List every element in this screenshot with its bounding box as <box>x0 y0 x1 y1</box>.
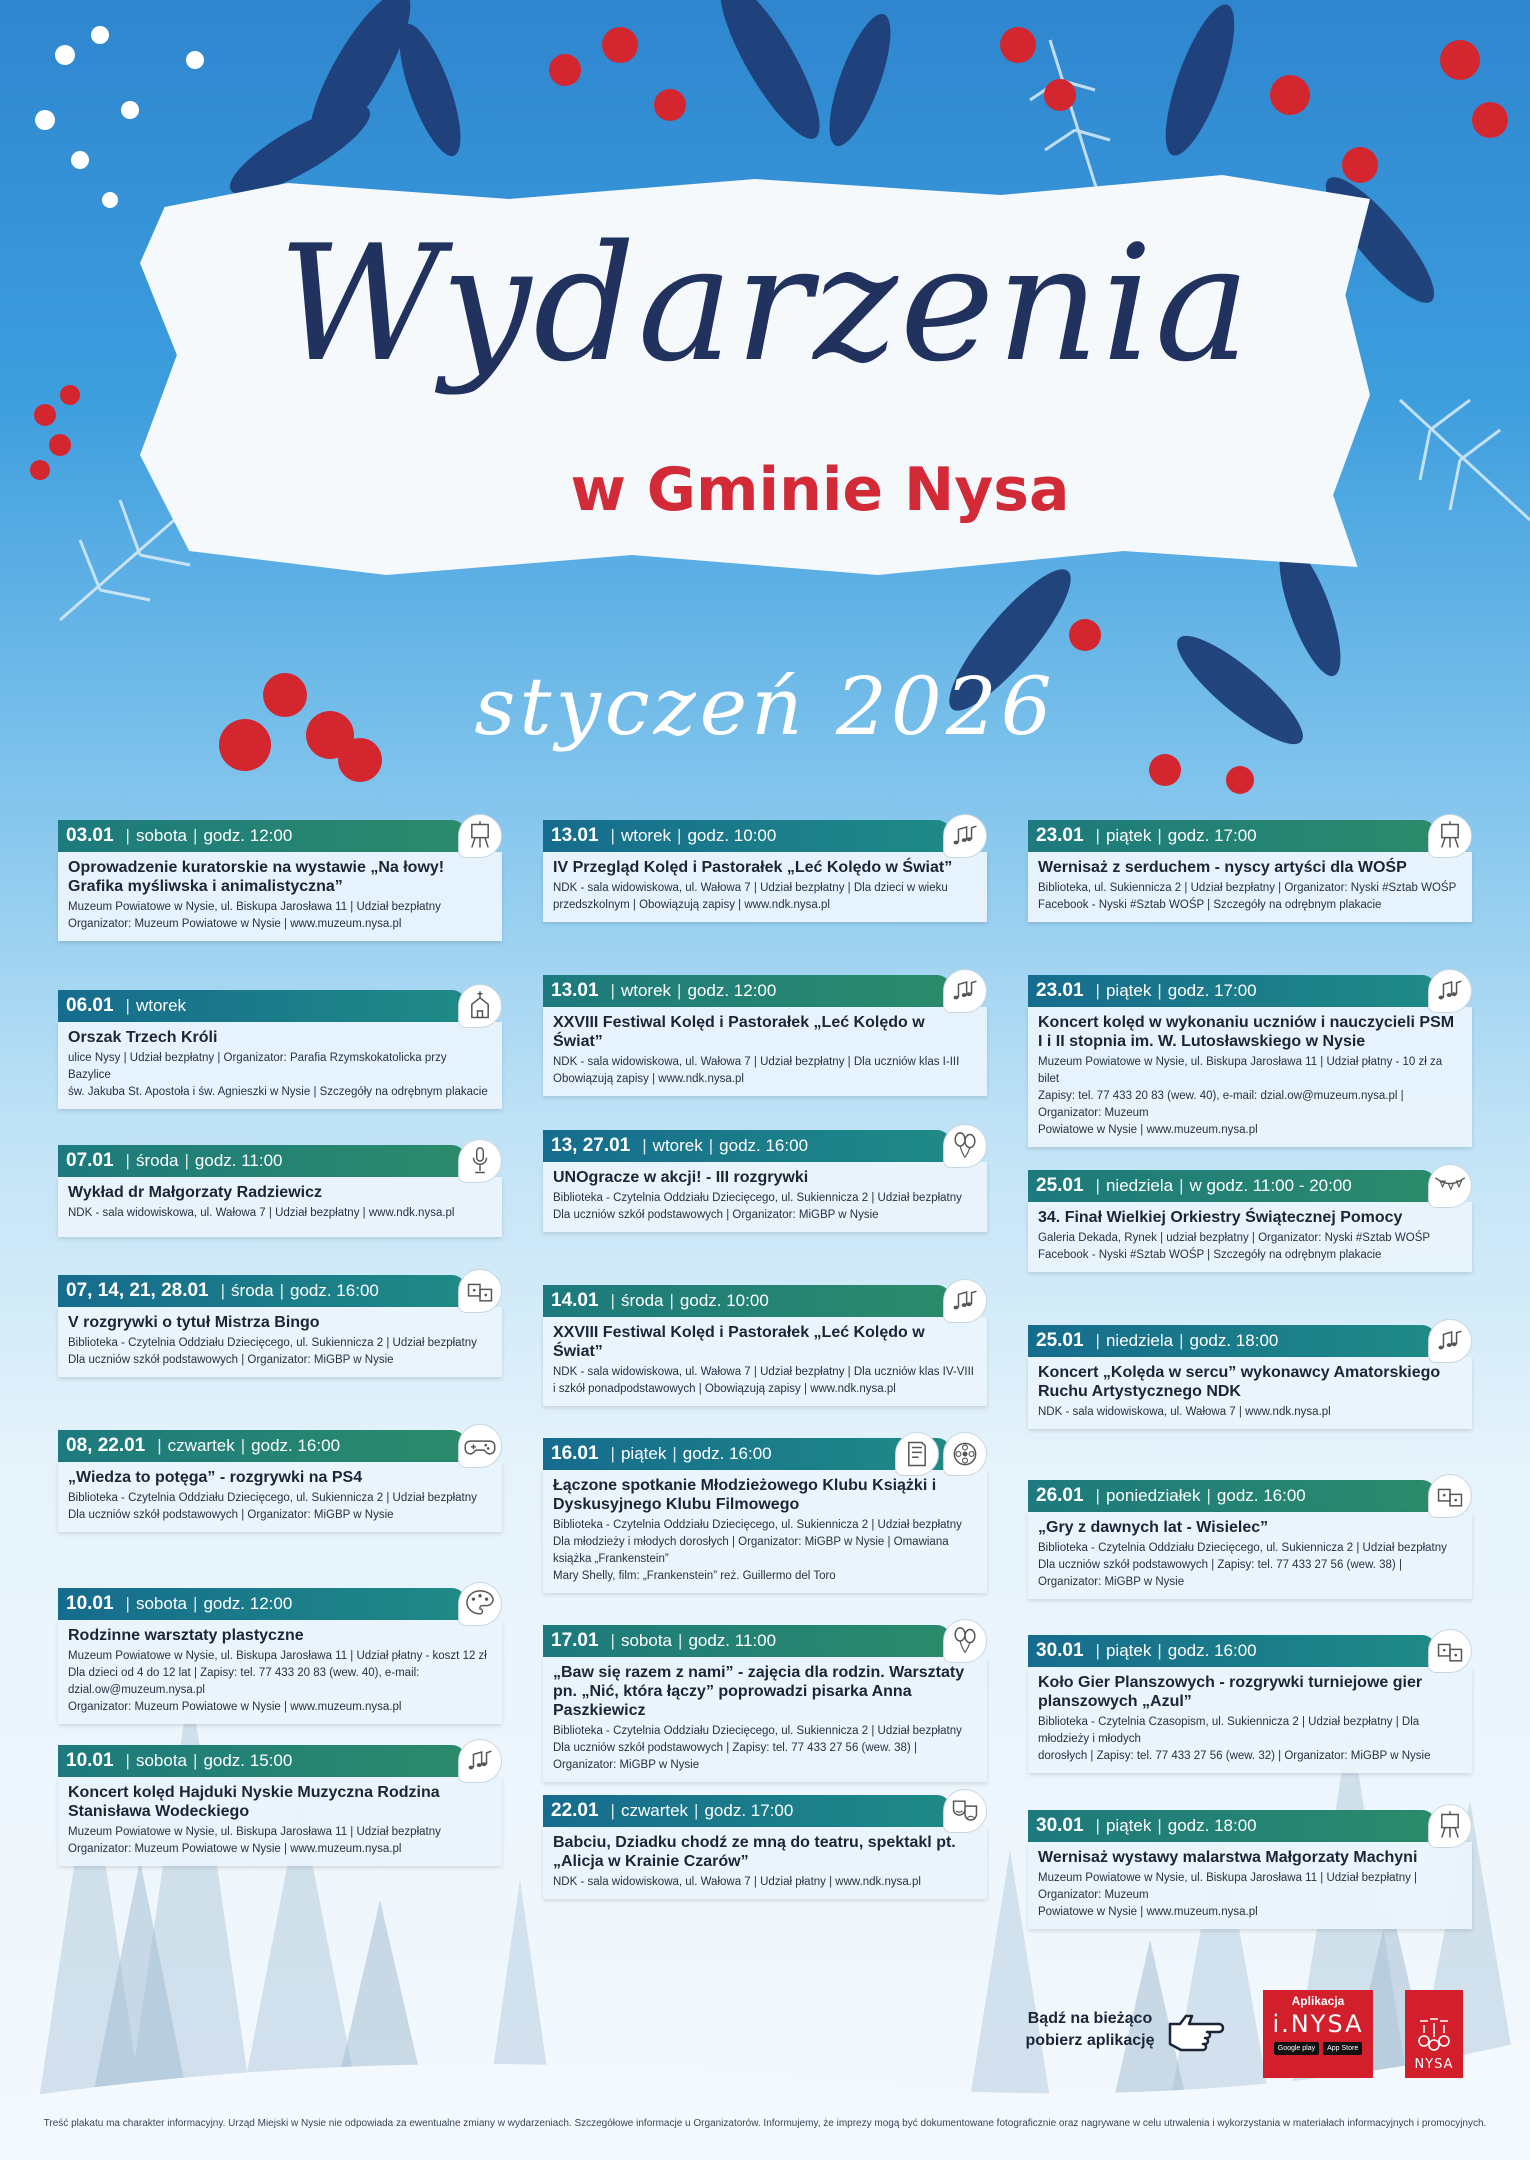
event-detail-line: Biblioteka, ul. Sukiennicza 2 | Udział bezpłatny | Organizator: Nyski #Sztab WOŚP <box>1038 882 1457 894</box>
event-detail-line: Dla dzieci od 4 do 12 lat | Zapisy: tel. 77 433 20 83 (wew. 40), e-mail: dzial.ow@muzeum.nysa.pl <box>68 1667 420 1696</box>
event-detail-line: Biblioteka - Czytelnia Oddziału Dziecięcego, ul. Sukiennicza 2 | Udział bezpłatny <box>68 1337 477 1349</box>
event-header <box>1028 1635 1436 1667</box>
event-title: „Baw się razem z nami” - zajęcia dla rodzin. Warsztaty pn. „Nić, która łączy” poprowadzi pisarka Anna Paszkiewicz <box>553 1664 965 1719</box>
event-body <box>543 1317 987 1406</box>
separator: | <box>125 826 130 845</box>
city-logo <box>1405 1990 1463 2078</box>
event-card <box>58 990 502 1109</box>
separator: | <box>677 981 682 1000</box>
event-body <box>58 1620 502 1724</box>
separator: | <box>610 1291 615 1310</box>
event-title: UNOgracze w akcji! - III rozgrywki <box>553 1169 809 1186</box>
event-date: 22.01 <box>551 1800 599 1821</box>
event-details <box>553 1364 977 1398</box>
balloons-icon <box>943 1619 987 1663</box>
event-details <box>1038 1714 1462 1765</box>
event-header <box>1028 820 1436 852</box>
event-detail-line: Dla uczniów szkół podstawowych | Organizator: MiGBP w Nysie <box>68 1354 394 1366</box>
event-title: Koncert kolęd Hajduki Nyskie Muzyczna Rodzina Stanisława Wodeckiego <box>68 1784 440 1820</box>
event-body <box>58 1462 502 1532</box>
app-store-badge[interactable]: App Store <box>1323 2042 1362 2055</box>
event-header <box>543 1285 951 1317</box>
dice-icon <box>1428 1629 1472 1673</box>
event-date: 16.01 <box>551 1443 599 1464</box>
event-body <box>543 1007 987 1096</box>
event-header <box>58 990 466 1022</box>
event-detail-line: NDK - sala widowiskowa, ul. Wałowa 7 | Udział bezpłatny | Dla uczniów klas IV-VIII <box>553 1366 974 1378</box>
event-body <box>1028 1842 1472 1929</box>
event-detail-line: Powiatowe w Nysie | www.muzeum.nysa.pl <box>1038 1906 1258 1918</box>
separator: | <box>610 1444 615 1463</box>
event-date: 10.01 <box>66 1750 114 1771</box>
separator: | <box>1157 826 1162 845</box>
event-details <box>68 1648 492 1716</box>
event-date: 13.01 <box>551 825 599 846</box>
event-time: godz. 10:00 <box>679 1291 769 1310</box>
separator: | <box>1095 981 1100 1000</box>
event-detail-line: Organizator: Muzeum Powiatowe w Nysie | www.muzeum.nysa.pl <box>68 1843 402 1855</box>
event-details <box>68 1824 492 1858</box>
event-details <box>553 1517 977 1585</box>
event-title: V rozgrywki o tytuł Mistrza Bingo <box>68 1314 320 1331</box>
event-detail-line: przedszkolnym | Obowiązują zapisy | www.ndk.nysa.pl <box>553 899 830 911</box>
event-detail-line: Galeria Dekada, Rynek | udział bezpłatny | Organizator: Nyski #Sztab WOŚP <box>1038 1232 1431 1244</box>
separator: | <box>1095 1176 1100 1195</box>
separator: | <box>610 1801 615 1820</box>
event-time: w godz. 11:00 - 20:00 <box>1189 1176 1352 1195</box>
app-download-badge[interactable] <box>1263 1990 1373 2078</box>
event-header <box>1028 1810 1436 1842</box>
event-time: godz. 16:00 <box>1167 1641 1257 1660</box>
event-card <box>543 1438 987 1593</box>
event-weekday: sobota <box>620 1631 673 1650</box>
separator: | <box>193 826 198 845</box>
event-details <box>1038 1230 1462 1264</box>
separator: | <box>610 826 615 845</box>
event-detail-line: Biblioteka - Czytelnia Oddziału Dziecięcego, ul. Sukiennicza 2 | Udział bezpłatny <box>553 1519 962 1531</box>
event-date: 13.01 <box>551 980 599 1001</box>
microphone-icon <box>458 1139 502 1183</box>
event-detail-line: dorosłych | Zapisy: tel. 77 433 27 56 (wew. 32) | Organizator: MiGBP w Nysie <box>1038 1750 1431 1762</box>
separator: | <box>1095 826 1100 845</box>
event-card <box>543 1285 987 1406</box>
event-body <box>58 1777 502 1866</box>
event-card <box>58 1430 502 1532</box>
event-detail-line: Dla uczniów szkół podstawowych | Zapisy: tel. 77 433 27 56 (wew. 38) | Organizator: MiGBP w Nysie <box>1038 1559 1402 1588</box>
event-title: 34. Finał Wielkiej Orkiestry Świątecznej Pomocy <box>1038 1209 1403 1226</box>
separator: | <box>193 1751 198 1770</box>
separator: | <box>642 1136 647 1155</box>
event-detail-line: Muzeum Powiatowe w Nysie, ul. Biskupa Jarosława 11 | Udział bezpłatny | Organizator: Muzeum <box>1038 1872 1418 1901</box>
event-date: 23.01 <box>1036 980 1084 1001</box>
separator: | <box>669 1291 674 1310</box>
event-header <box>1028 1480 1436 1512</box>
event-details <box>553 1190 977 1224</box>
event-header <box>543 1438 951 1470</box>
event-weekday: sobota <box>135 1751 188 1770</box>
event-detail-line: Biblioteka - Czytelnia Oddziału Dziecięcego, ul. Sukiennicza 2 | Udział bezpłatny <box>1038 1542 1447 1554</box>
event-title: Rodzinne warsztaty plastyczne <box>68 1627 304 1644</box>
garland-icon <box>1428 1164 1472 1208</box>
film-reel-icon <box>943 1432 987 1476</box>
separator: | <box>672 1444 677 1463</box>
event-time: godz. 16:00 <box>682 1444 772 1463</box>
event-details <box>68 1490 492 1524</box>
event-title: Koło Gier Planszowych - rozgrywki turniejowe gier planszowych „Azul” <box>1038 1674 1423 1710</box>
event-title: Babciu, Dziadku chodź ze mną do teatru, spektakl pt. „Alicja w Krainie Czarów” <box>553 1834 956 1870</box>
event-date: 30.01 <box>1036 1815 1084 1836</box>
event-title: Wernisaż z serduchem - nyscy artyści dla WOŚP <box>1038 859 1407 876</box>
event-weekday: niedziela <box>1105 1176 1174 1195</box>
event-body <box>543 1827 987 1899</box>
event-header <box>1028 1170 1436 1202</box>
event-card <box>1028 820 1472 922</box>
music-notes-icon <box>1428 969 1472 1013</box>
event-time: godz. 10:00 <box>687 826 777 845</box>
separator: | <box>220 1281 226 1300</box>
event-title: Łączone spotkanie Młodzieżowego Klubu Książki i Dyskusyjnego Klubu Filmowego <box>553 1477 937 1513</box>
event-weekday: piątek <box>620 1444 667 1463</box>
separator: | <box>279 1281 284 1300</box>
theatre-masks-icon <box>943 1789 987 1833</box>
poster-subtitle: w Gminie Nysa <box>570 455 1070 525</box>
event-card <box>1028 1480 1472 1599</box>
event-details <box>1038 1870 1462 1921</box>
event-card <box>58 820 502 941</box>
easel-icon <box>1428 814 1472 858</box>
event-details <box>553 1874 977 1891</box>
easel-icon <box>458 814 502 858</box>
event-date: 30.01 <box>1036 1640 1084 1661</box>
separator: | <box>125 1751 130 1770</box>
event-weekday: niedziela <box>1105 1331 1174 1350</box>
event-card <box>543 1625 987 1782</box>
event-weekday: wtorek <box>620 981 672 1000</box>
event-detail-line: NDK - sala widowiskowa, ul. Wałowa 7 | www.ndk.nysa.pl <box>1038 1406 1331 1418</box>
event-detail-line: Facebook - Nyski #Sztab WOŚP | Szczegóły na odrębnym plakacie <box>1038 899 1382 911</box>
event-detail-line: Biblioteka - Czytelnia Oddziału Dziecięcego, ul. Sukiennicza 2 | Udział bezpłatny <box>68 1492 477 1504</box>
music-notes-icon <box>943 1279 987 1323</box>
event-body <box>1028 1357 1472 1429</box>
event-card <box>58 1145 502 1237</box>
event-weekday: piątek <box>1105 826 1152 845</box>
event-time: godz. 15:00 <box>203 1751 293 1770</box>
separator: | <box>708 1136 714 1155</box>
separator: | <box>157 1436 162 1455</box>
app-badge-label: Aplikacja <box>1291 1994 1345 2008</box>
event-detail-line: Organizator: Muzeum Powiatowe w Nysie | www.muzeum.nysa.pl <box>68 1701 402 1713</box>
event-title: Wykład dr Małgorzaty Radziewicz <box>68 1184 322 1201</box>
city-logo-text: NYSA <box>1414 2057 1454 2072</box>
separator: | <box>1095 1641 1100 1660</box>
event-body <box>1028 1202 1472 1272</box>
music-notes-icon <box>1428 1319 1472 1363</box>
event-weekday: wtorek <box>135 996 187 1015</box>
event-detail-line: ulice Nysy | Udział bezpłatny | Organizator: Parafia Rzymskokatolicka przy Bazylice <box>68 1052 447 1081</box>
event-time: godz. 16:00 <box>1216 1486 1306 1505</box>
separator: | <box>125 996 130 1015</box>
event-header <box>543 1625 951 1657</box>
event-header <box>58 1145 466 1177</box>
event-time: godz. 17:00 <box>1167 826 1257 845</box>
event-weekday: sobota <box>135 1594 188 1613</box>
event-details <box>553 880 977 914</box>
event-header <box>543 975 951 1007</box>
separator: | <box>678 1631 683 1650</box>
event-date: 13, 27.01 <box>551 1135 631 1156</box>
event-weekday: piątek <box>1105 981 1152 1000</box>
event-weekday: wtorek <box>620 826 672 845</box>
event-detail-line: i szkół ponadpodstawowych | Obowiązują zapisy | www.ndk.nysa.pl <box>553 1383 896 1395</box>
separator: | <box>1157 1816 1162 1835</box>
separator: | <box>193 1594 198 1613</box>
event-body <box>58 852 502 941</box>
music-notes-icon <box>458 1739 502 1783</box>
event-body <box>58 1022 502 1109</box>
event-date: 10.01 <box>66 1593 114 1614</box>
event-detail-line: Zapisy: tel. 77 433 20 83 (wew. 40), e-mail: dzial.ow@muzeum.nysa.pl | Organizator: Muzeum <box>1038 1090 1404 1119</box>
event-details <box>68 1335 492 1369</box>
event-detail-line: Dla młodzieży i młodych dorosłych | Organizator: MiGBP w Nysie | Omawiana książka „Frankenstein” <box>553 1536 949 1565</box>
dice-icon <box>1428 1474 1472 1518</box>
event-details <box>1038 1404 1462 1421</box>
event-date: 08, 22.01 <box>66 1435 146 1456</box>
event-details <box>68 1050 492 1101</box>
event-weekday: środa <box>231 1281 274 1300</box>
event-header <box>58 1745 466 1777</box>
event-detail-line: Biblioteka - Czytelnia Oddziału Dziecięcego, ul. Sukiennicza 2 | Udział bezpłatny <box>553 1192 962 1204</box>
event-detail-line: Obowiązują zapisy | www.ndk.nysa.pl <box>553 1073 744 1085</box>
event-date: 26.01 <box>1036 1485 1084 1506</box>
event-title: Koncert kolęd w wykonaniu uczniów i nauczycieli PSM I i II stopnia im. W. Lutosławskiego w Nysie <box>1038 1014 1455 1050</box>
palette-icon <box>458 1582 502 1626</box>
separator: | <box>694 1801 699 1820</box>
event-date: 25.01 <box>1036 1330 1084 1351</box>
disclaimer: Treść plakatu ma charakter informacyjny. Urząd Miejski w Nysie nie odpowiada za ewentualne zmiany w wydarzeniach. Szczegółowe informacje u Organizatorów. Informujemy, że imprezy mogą być dokumentowane fotograficznie oraz nagrywane w celu utrwalenia i wykorzystania w materiałach informacyjnych i promocyjnych. <box>43 2118 1487 2129</box>
separator: | <box>1157 981 1162 1000</box>
event-detail-line: św. Jakuba St. Apostoła i św. Agnieszki w Nysie | Szczegóły na odrębnym plakacie <box>68 1086 488 1098</box>
event-time: godz. 17:00 <box>704 1801 794 1820</box>
event-weekday: piątek <box>1105 1641 1152 1660</box>
event-header <box>543 1795 951 1827</box>
book-icon <box>895 1432 939 1476</box>
app-badge-brand: i.NYSA <box>1272 2010 1364 2038</box>
event-details <box>553 1054 977 1088</box>
event-time: godz. 11:00 <box>688 1631 777 1650</box>
event-time: godz. 16:00 <box>251 1436 341 1455</box>
event-body <box>1028 1512 1472 1599</box>
event-time: godz. 17:00 <box>1167 981 1257 1000</box>
event-date: 17.01 <box>551 1630 599 1651</box>
event-date: 03.01 <box>66 825 114 846</box>
event-detail-line: Dla uczniów szkół podstawowych | Zapisy: tel. 77 433 27 56 (wew. 38) | Organizator: MiGBP w Nysie <box>553 1742 917 1771</box>
event-details <box>68 1205 492 1222</box>
event-title: Orszak Trzech Króli <box>68 1029 218 1046</box>
event-detail-line: Facebook - Nyski #Sztab WOŚP | Szczegóły na odrębnym plakacie <box>1038 1249 1382 1261</box>
event-date: 14.01 <box>551 1290 599 1311</box>
music-notes-icon <box>943 969 987 1013</box>
event-body <box>1028 852 1472 922</box>
event-time: godz. 16:00 <box>719 1136 809 1155</box>
dice-icon <box>458 1269 502 1313</box>
event-card <box>1028 1325 1472 1429</box>
event-time: godz. 12:00 <box>203 826 293 845</box>
event-header <box>58 1275 466 1307</box>
event-body <box>1028 1667 1472 1773</box>
separator: | <box>610 981 615 1000</box>
event-card <box>1028 1635 1472 1773</box>
event-card <box>543 1130 987 1232</box>
event-title: XXVIII Festiwal Kolęd i Pastorałek „Leć Kolędo w Świat” <box>553 1324 925 1360</box>
event-details <box>68 899 492 933</box>
event-card <box>58 1588 502 1724</box>
separator: | <box>125 1594 130 1613</box>
event-header <box>543 820 951 852</box>
event-title: „Gry z dawnych lat - Wisielec” <box>1038 1519 1269 1536</box>
event-time: godz. 11:00 <box>194 1151 283 1170</box>
pointing-hand-icon <box>1166 2010 1226 2054</box>
event-weekday: czwartek <box>620 1801 689 1820</box>
event-detail-line: Biblioteka - Czytelnia Czasopism, ul. Sukiennicza 2 | Udział bezpłatny | Dla młodzieży i młodych <box>1038 1716 1420 1745</box>
easel-icon <box>1428 1804 1472 1848</box>
event-detail-line: Organizator: Muzeum Powiatowe w Nysie | www.muzeum.nysa.pl <box>68 918 402 930</box>
event-details <box>1038 1540 1462 1591</box>
event-card <box>1028 1170 1472 1272</box>
event-weekday: środa <box>620 1291 664 1310</box>
app-promo-text <box>1010 2008 1170 2052</box>
event-weekday: czwartek <box>167 1436 235 1455</box>
event-details <box>1038 880 1462 914</box>
event-header <box>543 1130 951 1162</box>
event-header <box>58 1430 466 1462</box>
google-play-badge[interactable]: Google play <box>1274 2042 1319 2055</box>
event-weekday: środa <box>135 1151 179 1170</box>
event-header <box>1028 975 1436 1007</box>
app-promo-line-1: Bądź na bieżąco <box>1027 2010 1153 2027</box>
app-promo-line-2: pobierz aplikację <box>1025 2032 1155 2049</box>
event-detail-line: Dla uczniów szkół podstawowych | Organizator: MiGBP w Nysie <box>553 1209 879 1221</box>
separator: | <box>1095 1486 1100 1505</box>
event-body <box>1028 1007 1472 1147</box>
event-card <box>58 1745 502 1866</box>
poster-month: styczeń 2026 <box>474 660 1056 753</box>
event-detail-line: Muzeum Powiatowe w Nysie, ul. Biskupa Jarosława 11 | Udział płatny - 10 zł za bilet <box>1038 1056 1443 1085</box>
event-card <box>1028 1810 1472 1929</box>
separator: | <box>1179 1331 1184 1350</box>
event-weekday: wtorek <box>652 1136 703 1155</box>
event-title: XXVIII Festiwal Kolęd i Pastorałek „Leć Kolędo w Świat” <box>553 1014 925 1050</box>
event-card <box>543 1795 987 1899</box>
event-weekday: piątek <box>1105 1816 1152 1835</box>
event-details <box>553 1723 977 1774</box>
event-detail-line: Mary Shelly, film: „Frankenstein” reż. Guillermo del Toro <box>553 1570 836 1582</box>
event-body <box>543 1470 987 1593</box>
event-detail-line: NDK - sala widowiskowa, ul. Wałowa 7 | Udział bezpłatny | Dla dzieci w wieku <box>553 882 948 894</box>
event-detail-line: Powiatowe w Nysie | www.muzeum.nysa.pl <box>1038 1124 1258 1136</box>
event-detail-line: NDK - sala widowiskowa, ul. Wałowa 7 | Udział płatny | www.ndk.nysa.pl <box>553 1876 921 1888</box>
event-card <box>543 975 987 1096</box>
event-title: Oprowadzenie kuratorskie na wystawie „Na łowy! Grafika myśliwska i animalistyczna” <box>68 859 445 895</box>
separator: | <box>184 1151 189 1170</box>
separator: | <box>1095 1816 1100 1835</box>
poster-title: Wydarzenia <box>277 210 1253 397</box>
event-details <box>1038 1054 1462 1139</box>
event-title: Koncert „Kolęda w sercu” wykonawcy Amatorskiego Ruchu Artystycznego NDK <box>1038 1364 1441 1400</box>
event-time: godz. 12:00 <box>203 1594 293 1613</box>
separator: | <box>1095 1331 1100 1350</box>
event-title: IV Przegląd Kolęd i Pastorałek „Leć Kolędo w Świat” <box>553 859 953 876</box>
event-body <box>58 1307 502 1377</box>
separator: | <box>240 1436 246 1455</box>
event-body <box>543 852 987 922</box>
event-detail-line: Dla uczniów szkół podstawowych | Organizator: MiGBP w Nysie <box>68 1509 394 1521</box>
event-time: godz. 18:00 <box>1167 1816 1257 1835</box>
separator: | <box>677 826 682 845</box>
church-icon <box>458 984 502 1028</box>
event-date: 06.01 <box>66 995 114 1016</box>
event-body <box>543 1657 987 1782</box>
event-card <box>1028 975 1472 1147</box>
event-date: 07, 14, 21, 28.01 <box>66 1280 209 1301</box>
event-title: Wernisaż wystawy malarstwa Małgorzaty Machyni <box>1038 1849 1418 1866</box>
store-badges <box>1263 2042 1373 2055</box>
event-weekday: sobota <box>135 826 188 845</box>
event-header <box>58 820 466 852</box>
music-notes-icon <box>943 814 987 858</box>
event-header <box>1028 1325 1436 1357</box>
city-crest-icon <box>1414 2013 1454 2057</box>
event-time: godz. 12:00 <box>687 981 777 1000</box>
event-date: 25.01 <box>1036 1175 1084 1196</box>
event-date: 23.01 <box>1036 825 1084 846</box>
event-weekday: poniedziałek <box>1105 1486 1201 1505</box>
separator: | <box>1179 1176 1184 1195</box>
event-detail-line: Muzeum Powiatowe w Nysie, ul. Biskupa Jarosława 11 | Udział bezpłatny <box>68 901 441 913</box>
event-card <box>543 820 987 922</box>
event-body <box>543 1162 987 1232</box>
gamepad-icon <box>458 1424 502 1468</box>
event-detail-line: Muzeum Powiatowe w Nysie, ul. Biskupa Jarosława 11 | Udział płatny - koszt 12 zł <box>68 1650 487 1662</box>
separator: | <box>1157 1641 1162 1660</box>
separator: | <box>125 1151 130 1170</box>
event-detail-line: NDK - sala widowiskowa, ul. Wałowa 7 | Udział bezpłatny | www.ndk.nysa.pl <box>68 1207 455 1219</box>
event-detail-line: Biblioteka - Czytelnia Oddziału Dziecięcego, ul. Sukiennicza 2 | Udział bezpłatny <box>553 1725 962 1737</box>
event-header <box>58 1588 466 1620</box>
event-body <box>58 1177 502 1237</box>
event-detail-line: Muzeum Powiatowe w Nysie, ul. Biskupa Jarosława 11 | Udział bezpłatny <box>68 1826 441 1838</box>
balloons-icon <box>943 1124 987 1168</box>
event-title: „Wiedza to potęga” - rozgrywki na PS4 <box>68 1469 363 1486</box>
event-detail-line: NDK - sala widowiskowa, ul. Wałowa 7 | Udział bezpłatny | Dla uczniów klas I-III <box>553 1056 960 1068</box>
event-time: godz. 18:00 <box>1189 1331 1279 1350</box>
separator: | <box>610 1631 615 1650</box>
separator: | <box>1206 1486 1211 1505</box>
event-date: 07.01 <box>66 1150 114 1171</box>
event-time: godz. 16:00 <box>290 1281 379 1300</box>
event-card <box>58 1275 502 1377</box>
